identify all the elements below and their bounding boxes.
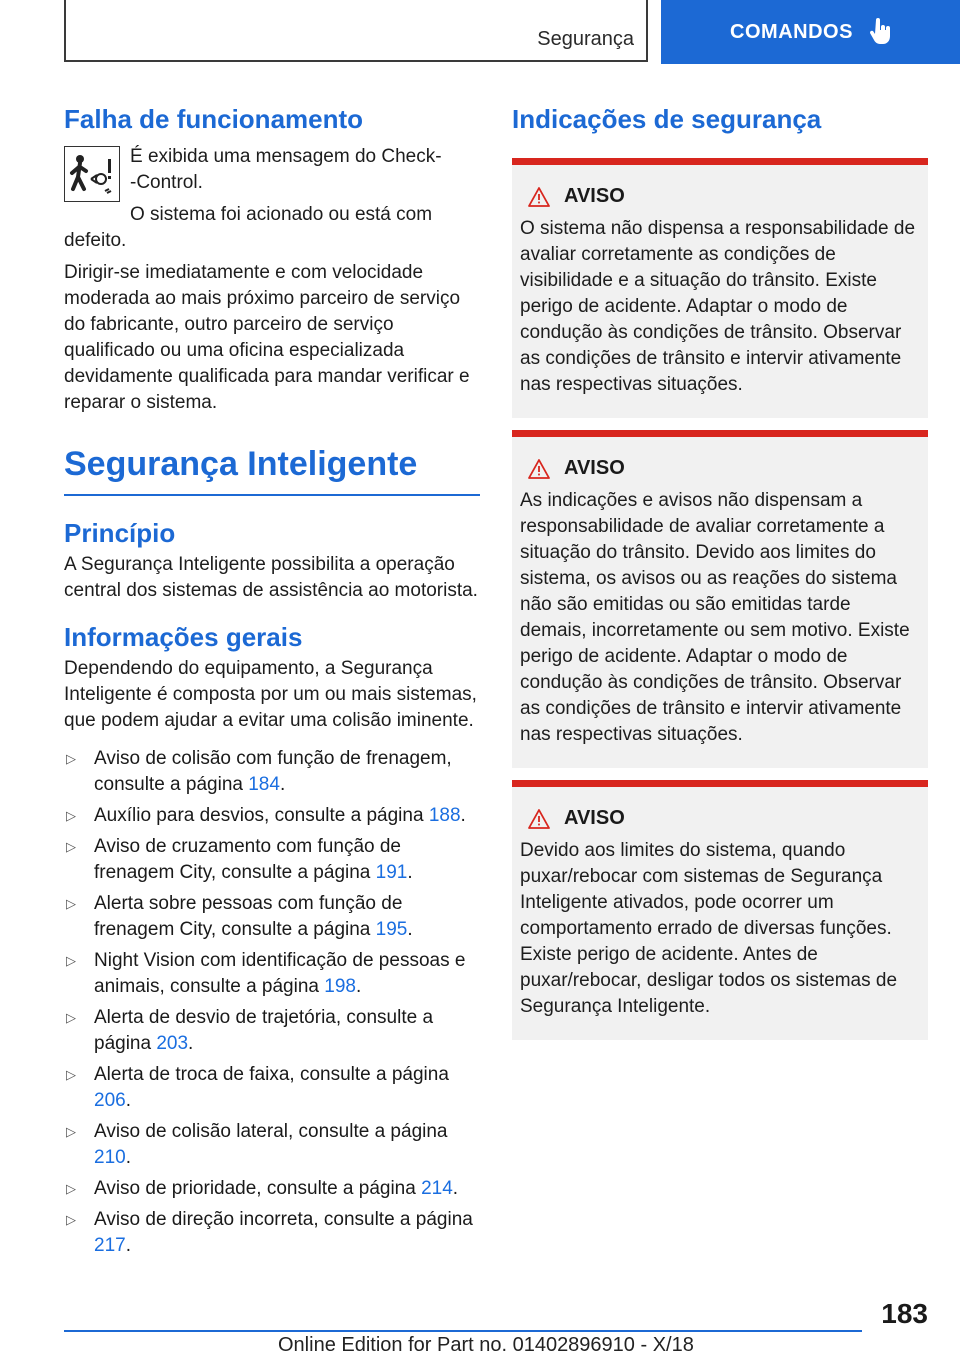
list-item: ▷ Aviso de prioridade, consulte a página 214.: [64, 1176, 480, 1202]
malfunction-paragraph-1: O sistema foi acionado ou está com defeito.: [64, 204, 433, 251]
right-column: [512, 100, 928, 1040]
message-line-2: -Control.: [130, 172, 203, 193]
header-frame: [64, 0, 648, 62]
page-link[interactable]: 198: [324, 976, 356, 997]
malfunction-paragraph-2: Dirigir-se imediatamente e com velocidade moderada ao mais próximo parceiro de serviço do fabricante, outro parceiro de serviço qualificado ou uma oficina especializada devidamente qualificada para mandar verificar e reparar o sistema.: [64, 262, 470, 413]
bullet-triangle-icon: ▷: [66, 1181, 76, 1196]
malfunction-heading: Falha de funcionamento: [64, 104, 364, 134]
warning-triangle-icon: [528, 187, 550, 207]
bullet-triangle-icon: ▷: [66, 1067, 76, 1082]
warning-triangle-icon: [528, 459, 550, 479]
list-item: ▷ Aviso de cruzamento com função de frenagem City, consulte a página 191.: [66, 836, 413, 883]
bullet-triangle-icon: ▷: [66, 751, 76, 766]
warning-text: Devido aos limites do sistema, quando puxar/rebocar com sistemas de Segurança Inteligente ativados, pode ocorrer um comportamento errado de diversas funções. Existe perigo de acidente. Antes de puxar/rebocar, desligar todos os sistemas de Segurança Inteligente.: [520, 840, 898, 1017]
warning-box: [512, 780, 928, 1040]
page-link[interactable]: 210: [94, 1147, 126, 1168]
chapter-tab-label: COMANDOS: [730, 20, 853, 43]
principle-heading: Princípio: [64, 518, 176, 548]
page-link[interactable]: 184: [248, 774, 280, 795]
header-section-title: Segurança: [537, 28, 634, 50]
page-link[interactable]: 195: [375, 919, 408, 940]
page-link[interactable]: 191: [375, 862, 408, 883]
page-link[interactable]: 203: [156, 1033, 189, 1054]
bullet-triangle-icon: ▷: [66, 1212, 76, 1227]
warning-title: AVISO: [520, 185, 920, 208]
list-item: ▷ Aviso de direção incorreta, consulte a página 217.: [66, 1209, 473, 1256]
list-item: ▷ Night Vision com identificação de pessoas e animais, consulte a página 198.: [66, 950, 466, 997]
page-link[interactable]: 188: [428, 805, 461, 826]
list-item: ▷ Alerta sobre pessoas com função de frenagem City, consulte a página 195.: [66, 893, 413, 940]
warning-text: As indicações e avisos não dispensam a responsabilidade de avaliar corretamente a situação do trânsito. Devido aos limites do sistema, os avisos ou as reações do sistema não são emitidas ou são emitidas tarde demais, incorretamente ou sem motivo. Existe perigo de acidente. Adaptar o modo de condução às condições de trânsito. Observar as condições de trânsito e intervir ativamente nas respectivas situações.: [520, 490, 910, 745]
list-item: ▷ Aviso de colisão com função de frenagem, consulte a página 184.: [66, 748, 452, 795]
general-info-heading: Informações gerais: [64, 622, 303, 652]
list-item: ▷ Auxílio para desvios, consulte a página 188.: [64, 803, 480, 829]
list-item: ▷ Aviso de colisão lateral, consulte a página 210.: [66, 1121, 448, 1168]
page-link[interactable]: 206: [94, 1090, 126, 1111]
bullet-triangle-icon: ▷: [66, 896, 76, 911]
page-link[interactable]: 217: [94, 1235, 126, 1256]
bullet-triangle-icon: ▷: [66, 1124, 76, 1139]
section-rule: [64, 494, 480, 496]
warning-title: AVISO: [520, 807, 920, 830]
list-item: ▷ Alerta de desvio de trajetória, consulte a página 203.: [66, 1007, 434, 1054]
footer-edition: Online Edition for Part no. 01402896910 - X/18: [278, 1334, 694, 1356]
warning-title: AVISO: [520, 457, 920, 480]
bullet-triangle-icon: ▷: [66, 953, 76, 968]
footer-rule: [64, 1330, 862, 1332]
general-info-text: Dependendo do equipamento, a Segurança Inteligente é composta por um ou mais sistemas, que podem ajudar a evitar uma colisão iminente.: [64, 658, 477, 731]
assist-systems-list: [64, 746, 480, 1259]
principle-text: A Segurança Inteligente possibilita a operação central dos sistemas de assistência ao motorista.: [64, 554, 478, 601]
pedestrian-warning-icon: [64, 146, 120, 202]
page-number: 183: [881, 1298, 928, 1329]
warning-box: [512, 430, 928, 768]
safety-notes-heading: Indicações de segurança: [512, 104, 822, 134]
list-item: ▷ Alerta de troca de faixa, consulte a página 206.: [66, 1064, 449, 1111]
check-control-message: [64, 144, 480, 254]
page-link[interactable]: 214: [421, 1178, 453, 1199]
hand-pointer-icon: [869, 18, 891, 46]
message-line-1: É exibida uma mensagem do Check-: [130, 146, 442, 167]
section-heading: Segurança Inteligente: [64, 445, 418, 483]
warning-text: O sistema não dispensa a responsabilidade de avaliar corretamente as condições de visibilidade e a situação do trânsito. Existe perigo de acidente. Adaptar o modo de condução às condições de trânsito. Observar as condições de trânsito e intervir ativamente nas respectivas situações.: [520, 218, 916, 395]
chapter-tab[interactable]: [661, 0, 960, 64]
bullet-triangle-icon: ▷: [66, 1010, 76, 1025]
left-column: [64, 100, 480, 1264]
bullet-triangle-icon: ▷: [66, 839, 76, 854]
warning-box: [512, 158, 928, 418]
bullet-triangle-icon: ▷: [66, 808, 76, 823]
warning-triangle-icon: [528, 809, 550, 829]
